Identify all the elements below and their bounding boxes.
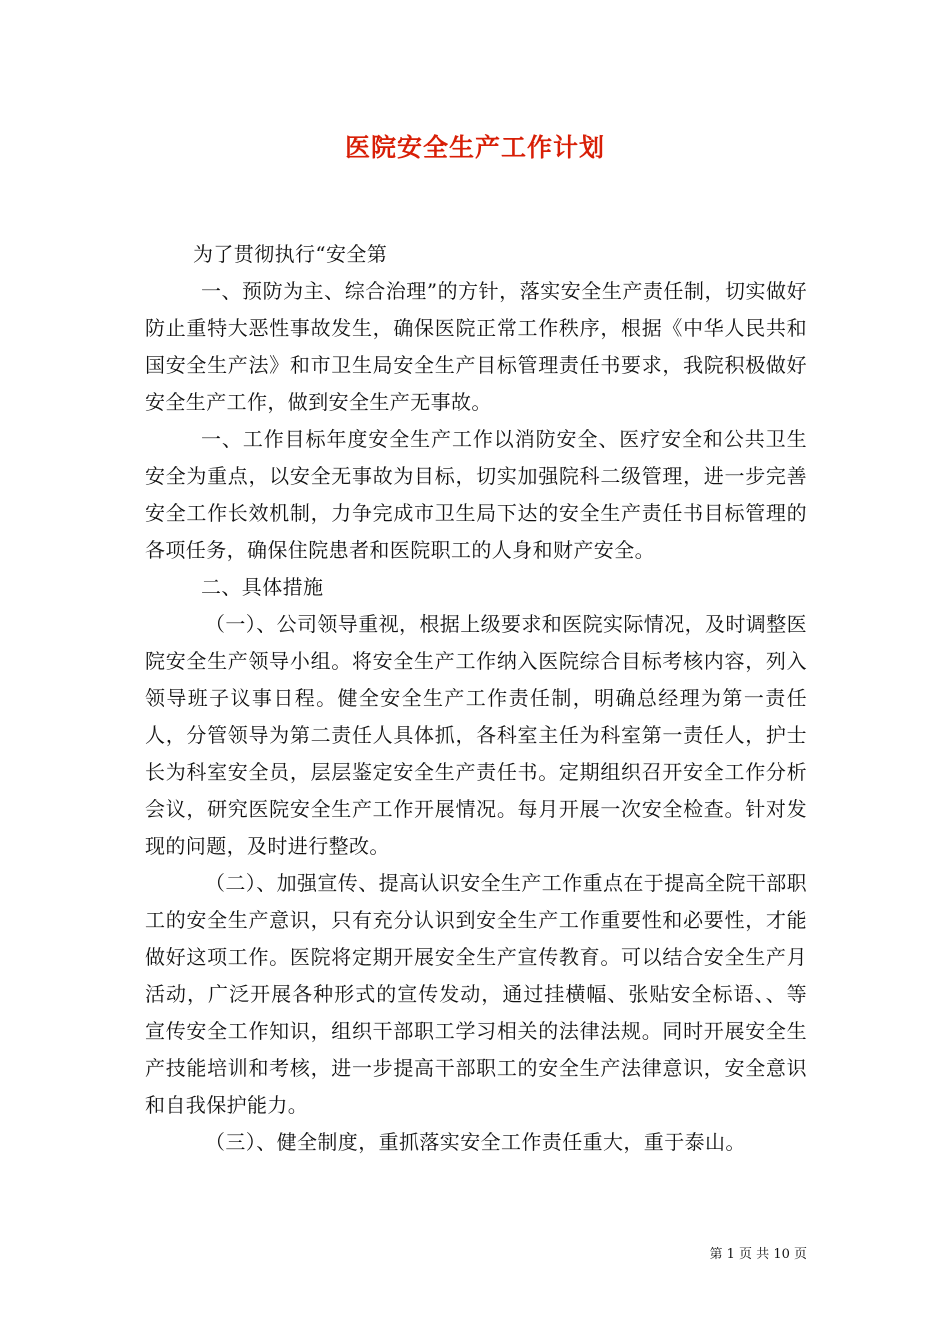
paragraph-measure-3: （三）、健全制度，重抓落实安全工作责任重大，重于泰山。 <box>205 1130 746 1154</box>
document-body <box>145 236 807 1161</box>
paragraph-policy: 一、预防为主、综合治理”的方针，落实安全生产责任制，切实做好防止重特大恶性事故发生，确保医院正常工作秩序，根据《中华人民共和国安全生产法》和市卫生局安全生产目标管理责任书要求，我院积极做好安全生产工作，做到安全生产无事故。 <box>145 279 807 414</box>
paragraph-measure-2: （二）、加强宣传、提高认识安全生产工作重点在于提高全院干部职工的安全生产意识，只有充分认识到安全生产工作重要性和必要性，才能做好这项工作。医院将定期开展安全生产宣传教育。可以结合安全生产月活动，广泛开展各种形式的宣传发动，通过挂横幅、张贴安全标语、、等宣传安全工作知识，组织干部职工学习相关的法律法规。同时开展安全生产技能培训和考核，进一步提高干部职工的安全生产法律意识，安全意识和自我保护能力。 <box>145 871 807 1117</box>
paragraph-measure-1: （一）、公司领导重视，根据上级要求和医院实际情况，及时调整医院安全生产领导小组。将安全生产工作纳入医院综合目标考核内容，列入领导班子议事日程。健全安全生产工作责任制，明确总经理为第一责任人，分管领导为第二责任人具体抓，各科室主任为科室第一责任人，护士长为科室安全员，层层鉴定安全生产责任书。定期组织召开安全工作分析会议，研究医院安全生产工作开展情况。每月开展一次安全检查。针对发现的问题，及时进行整改。 <box>145 612 807 858</box>
document-title: 医院安全生产工作计划 <box>344 133 605 162</box>
paragraph-intro: 为了贯彻执行“安全第 <box>193 242 388 266</box>
page-footer: 第 1 页 共 10 页 <box>709 1247 807 1262</box>
paragraph-goals: 一、工作目标年度安全生产工作以消防安全、医疗安全和公共卫生安全为重点，以安全无事故为目标，切实加强院科二级管理，进一步完善安全工作长效机制，力争完成市卫生局下达的安全生产责任书目标管理的各项任务，确保住院患者和医院职工的人身和财产安全。 <box>145 427 807 562</box>
paragraph-measures-heading: 二、具体措施 <box>201 575 324 599</box>
